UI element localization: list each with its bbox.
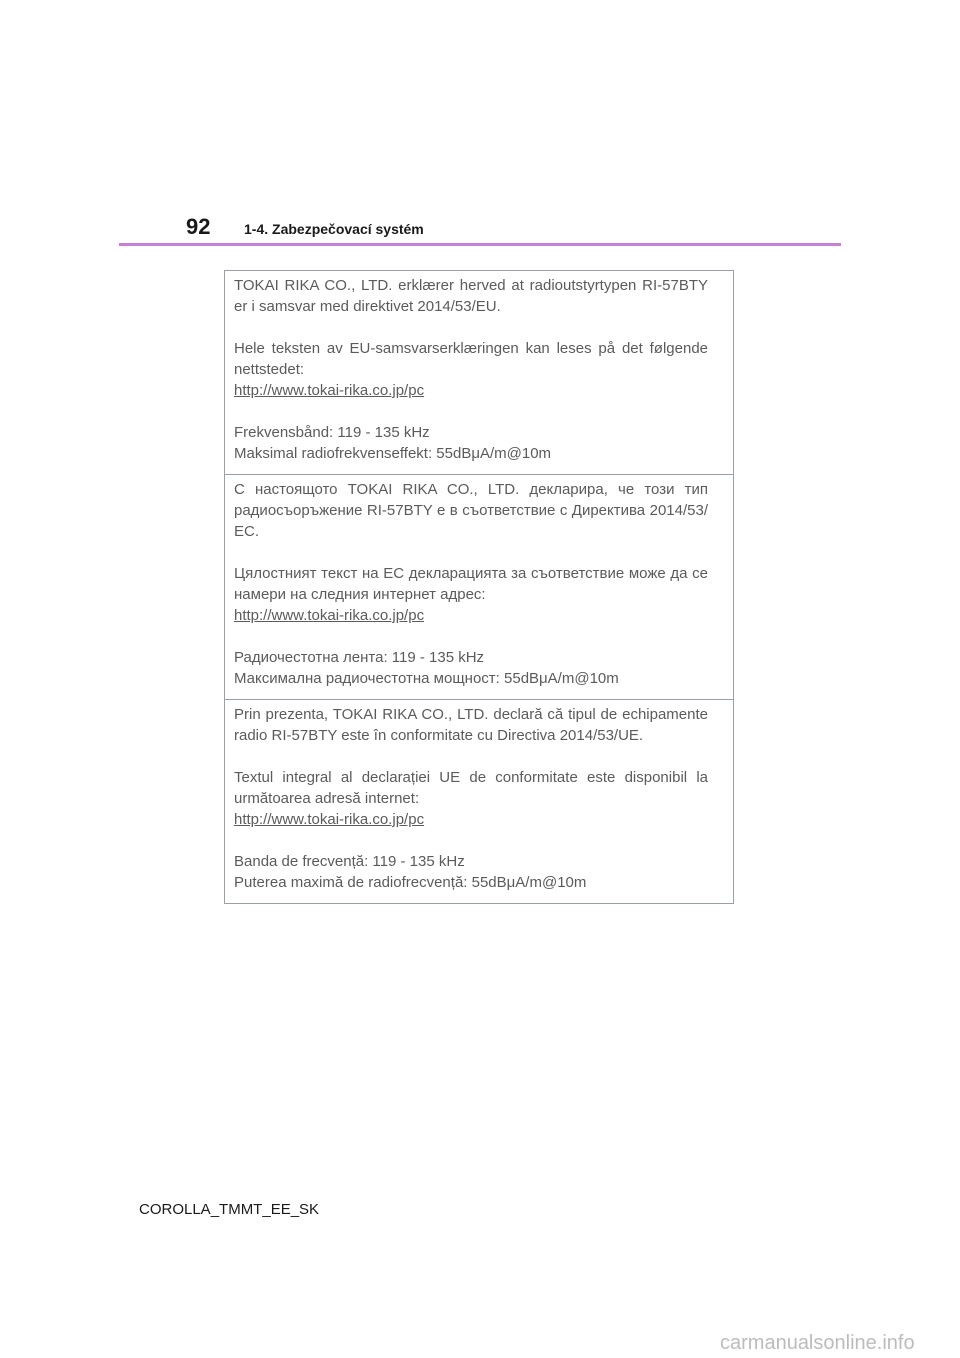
frequency-band: Радиочестотна лента: 119 - 135 kHz (234, 649, 485, 666)
watermark: carmanualsonline.info (720, 1332, 915, 1354)
max-power: Максимална радиочестотна мощност: 55dBμA/m@10m (234, 670, 619, 687)
page-number: 92 (186, 214, 211, 239)
page-header (186, 214, 424, 244)
section-title: 1-4. Zabezpečovací systém (244, 221, 424, 237)
fulltext-intro: Textul integral al declarației UE de conformitate este disponibil la următoarea adresă internet: (234, 769, 708, 807)
declaration-url-link[interactable]: http://www.tokai-rika.co.jp/pc (234, 811, 425, 828)
fulltext-paragraph (234, 338, 708, 401)
declaration-text: Prin prezenta, TOKAI RIKA CO., LTD. declară că tipul de echipamente radio RI-57BTY este în conformitate cu Directiva 2014/53/UE. (234, 706, 708, 744)
header-divider (119, 243, 841, 246)
fulltext-intro: Цялостният текст на ЕС декларацията за съответствие може да се намери на следния интернет адрес: (234, 565, 708, 603)
notice-block-bulgarian (225, 475, 733, 700)
notice-block-romanian (225, 700, 733, 903)
specs-paragraph (234, 851, 708, 893)
specs-paragraph (234, 647, 708, 689)
max-power: Puterea maximă de radiofrecvență: 55dBμA/m@10m (234, 874, 587, 891)
fulltext-paragraph (234, 767, 708, 830)
declaration-text: С настоящото TOKAI RIKA CO., LTD. декларира, че този тип радиосъоръжение RI-57BTY е в съответствие с Директива 2014/53/ЕС. (234, 481, 708, 540)
fulltext-paragraph (234, 563, 708, 626)
document-code: COROLLA_TMMT_EE_SK (139, 1201, 320, 1218)
frequency-band: Frekvensbånd: 119 - 135 kHz (234, 424, 430, 441)
notice-block-norwegian (225, 271, 733, 475)
fulltext-intro: Hele teksten av EU-samsvarserklæringen kan leses på det følgende nettstedet: (234, 340, 708, 378)
declaration-url-link[interactable]: http://www.tokai-rika.co.jp/pc (234, 382, 425, 399)
regulatory-notice-box (224, 270, 734, 904)
specs-paragraph (234, 422, 708, 464)
declaration-url-link[interactable]: http://www.tokai-rika.co.jp/pc (234, 607, 425, 624)
max-power: Maksimal radiofrekvenseffekt: 55dBμA/m@10m (234, 445, 552, 462)
frequency-band: Banda de frecvență: 119 - 135 kHz (234, 853, 465, 870)
declaration-text: TOKAI RIKA CO., LTD. erklærer herved at radioutstyrtypen RI-57BTY er i samsvar med direktivet 2014/53/EU. (234, 277, 708, 315)
